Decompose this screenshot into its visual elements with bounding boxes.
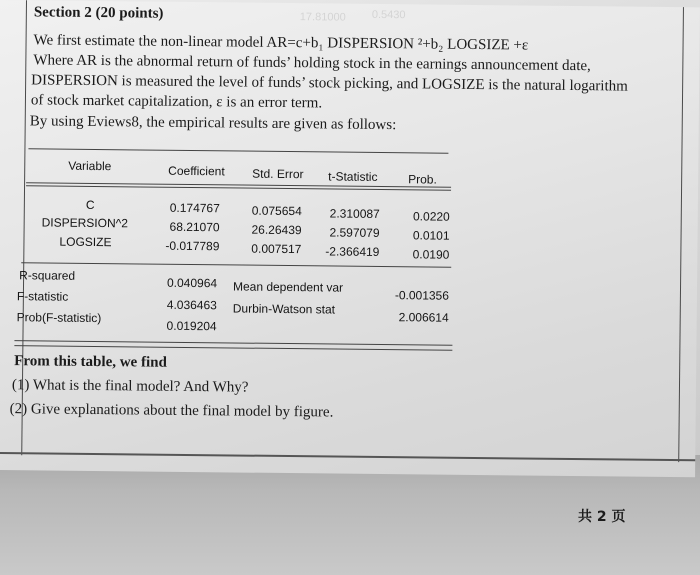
cell-t-statistic: -2.366419	[325, 244, 380, 259]
page-count: 共 2 页	[578, 509, 626, 525]
cell-coefficient: -0.017789	[165, 238, 220, 254]
header-variable: Variable	[68, 158, 112, 174]
f-statistic-label: F-statistic	[16, 289, 69, 304]
mean-dependent-value: -0.001356	[394, 288, 450, 303]
cell-std-error: 0.075654	[251, 203, 302, 219]
header-prob: Prob.	[408, 172, 437, 187]
cell-variable: LOGSIZE	[59, 234, 112, 250]
task-2: (2) Give explanations about the final model by figure.	[9, 401, 334, 421]
prob-f-value: 0.019204	[166, 318, 217, 334]
header-t-statistic: t-Statistic	[328, 169, 378, 184]
question-line-5: By using Eviews8, the empirical results are given as follows:	[29, 113, 397, 134]
cell-std-error: 26.26439	[251, 222, 302, 238]
show-through-text: 0.5430	[371, 8, 406, 22]
question-line-1: We first estimate the non-linear model AR=c+b₁ DISPERSION ²+b₂ LOGSIZE +ε	[33, 32, 529, 54]
cell-std-error: 0.007517	[251, 241, 302, 257]
header-std-error: Std. Error	[252, 166, 304, 182]
section-title: Section 2 (20 points)	[33, 4, 164, 22]
question-line-2: Where AR is the abnormal return of funds’ holding stock in the earnings announcement date,	[33, 52, 591, 75]
r-squared-label: R-squared	[19, 268, 76, 283]
cell-variable: DISPERSION^2	[41, 215, 129, 231]
task-1: (1) What is the final model? And Why?	[11, 377, 249, 396]
cell-prob: 0.0220	[412, 209, 450, 224]
f-statistic-value: 4.036463	[166, 297, 217, 313]
prob-f-label: Prob(F-statistic)	[16, 310, 102, 326]
cell-t-statistic: 2.310087	[329, 206, 380, 221]
durbin-watson-value: 2.006614	[398, 310, 449, 325]
question-line-3: DISPERSION is measured the level of funds’ stock picking, and LOGSIZE is the natural logarithm	[31, 72, 628, 95]
cell-prob: 0.0101	[412, 228, 450, 243]
show-through-text: 17.81000	[299, 11, 346, 24]
cell-variable: C	[85, 197, 95, 213]
question-line-4: of stock market capitalization, ε is an error term.	[30, 92, 323, 112]
cell-t-statistic: 2.597079	[329, 225, 380, 240]
tasks-lead: From this table, we find	[14, 353, 167, 371]
mean-dependent-label: Mean dependent var	[232, 279, 344, 295]
cell-coefficient: 68.21070	[169, 219, 220, 235]
cell-coefficient: 0.174767	[169, 200, 220, 216]
header-coefficient: Coefficient	[168, 163, 225, 179]
r-squared-value: 0.040964	[166, 275, 218, 291]
cell-prob: 0.0190	[412, 247, 450, 262]
durbin-watson-label: Durbin-Watson stat	[232, 301, 336, 317]
